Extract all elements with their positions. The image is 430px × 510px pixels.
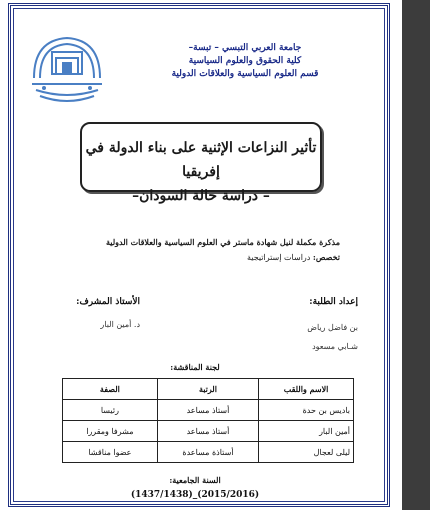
department-name: قسم العلوم السياسية والعلاقات الدولية (171, 69, 319, 79)
member-role: رئيسا (63, 400, 158, 421)
university-name: جامعة العربي التبسي – تبسة– (188, 43, 302, 53)
students-label: إعداد الطلبة: (309, 297, 358, 307)
thesis-title: تأثير النزاعات الإثنية على بناء الدولة في إفريقيا (85, 140, 317, 180)
member-name: ليلى لعجال (259, 442, 354, 463)
student-name: بن فاضل رياض (307, 323, 358, 332)
university-header (170, 42, 320, 81)
committee-title: لجنة المناقشة: (170, 362, 220, 372)
committee-table (62, 378, 354, 463)
table-header-row (63, 379, 354, 400)
thesis-subtitle: – دراسة حالة السودان– (132, 188, 270, 204)
specialty-value: دراسات إستراتيجية (247, 253, 311, 262)
member-role: عضوا مناقشا (63, 442, 158, 463)
member-rank: أستاذة مساعدة (157, 442, 258, 463)
table-row (63, 400, 354, 421)
member-name: أمين البار (259, 421, 354, 442)
column-header: الصفة (63, 379, 158, 400)
column-header: الرتبة (157, 379, 258, 400)
member-rank: أستاذ مساعد (157, 421, 258, 442)
side-panel (402, 0, 430, 510)
supervisor-name: د. أمين البار (100, 320, 140, 329)
column-header: الاسم واللقب (259, 379, 354, 400)
member-name: باديس بن حدة (259, 400, 354, 421)
supervisor-label: الأستاذ المشرف: (76, 297, 140, 307)
academic-year-value: (1437/1438)_(2015/2016) (130, 490, 260, 500)
memo-description: مذكرة مكملة لنيل شهادة ماستر في العلوم السياسية والعلاقات الدولية (105, 237, 340, 247)
faculty-name: كلية الحقوق والعلوم السياسية (188, 56, 302, 66)
specialty-label: تخصص: (312, 252, 340, 262)
thesis-title-box (80, 122, 322, 204)
member-role: مشرفا ومقررا (63, 421, 158, 442)
member-rank: أستاذ مساعد (157, 400, 258, 421)
table-row (63, 421, 354, 442)
specialty (40, 252, 340, 262)
table-row (63, 442, 354, 463)
academic-year-label: السنة الجامعية: (169, 475, 221, 485)
student-name: شـابي مسعود (312, 342, 358, 351)
students-list (250, 318, 358, 356)
university-logo-icon (26, 28, 108, 108)
